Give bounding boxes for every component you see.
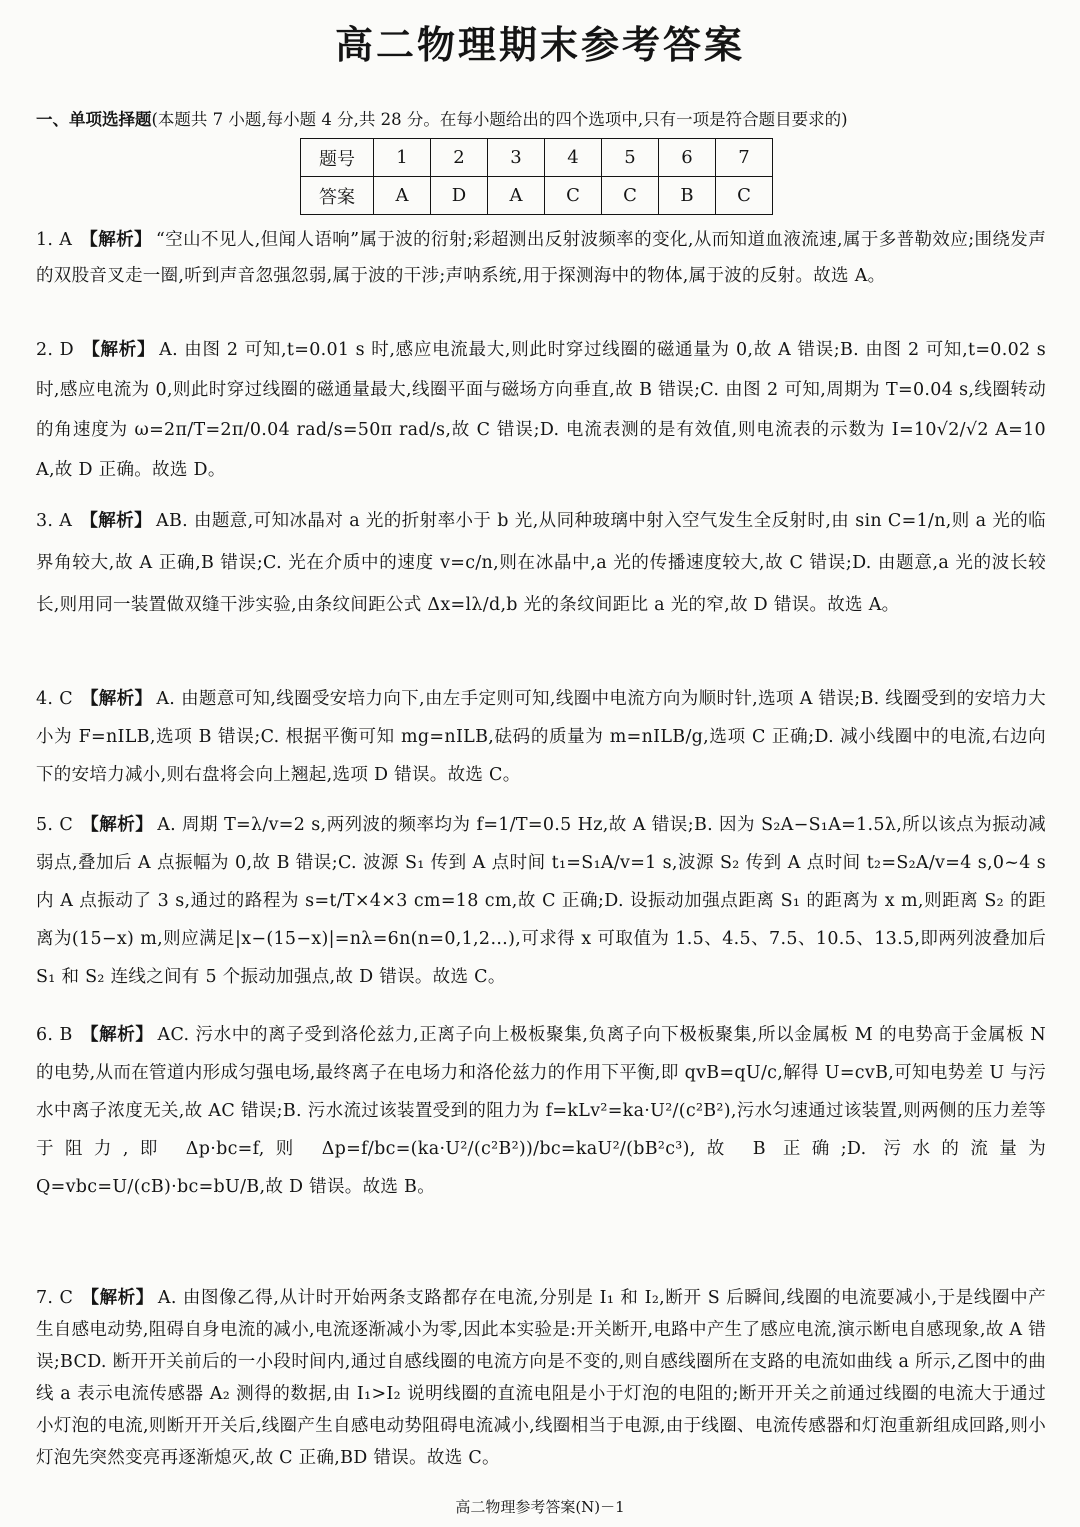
answer-table-number: 7 [716, 139, 773, 177]
question-explanation-2 [36, 330, 1046, 490]
question-number: 5. C [36, 815, 74, 835]
analysis-tag: 【解析】 [80, 511, 152, 531]
analysis-tag: 【解析】 [81, 340, 156, 360]
answer-table-number: 3 [488, 139, 545, 177]
question-number: 7. C [36, 1288, 74, 1308]
analysis-tag: 【解析】 [80, 230, 152, 250]
answer-table-answer-row [301, 177, 773, 215]
analysis-tag: 【解析】 [81, 1288, 154, 1308]
answer-table-answer: A [374, 177, 431, 215]
answer-table-answer: C [716, 177, 773, 215]
question-number: 6. B [36, 1025, 73, 1045]
question-explanation-text: AC. 污水中的离子受到洛伦兹力,正离子向上极板聚集,负离子向下极板聚集,所以金属板 M 的电势高于金属板 N 的电势,从而在管道内形成匀强电场,最终离子在电场力和洛伦兹力的作用下平衡,即 qvB=qU/c,解得 U=cvB,可知电势差 U 与污水中离子浓度无关,故 AC 错误;B. 污水流过该装置受到的阻力为 f=kLv²=ka·U²/(c²B²),污水匀速通过该装置,则两侧的压力差等于阻力,即 Δp·bc=f,则 Δp=f/bc=(ka·U²/(c²B²))/bc=kaU²/(bB²c³),故 B 正确;D. 污水的流量为 Q=vbc=U/(cB)·bc=bU/B,故 D 错误。故选 B。 [36, 1025, 1046, 1197]
answer-table-answer: B [659, 177, 716, 215]
section-heading-note: (本题共 7 小题,每小题 4 分,共 28 分。在每小题给出的四个选项中,只有一项是符合题目要求的) [151, 110, 848, 129]
page-footer: 高二物理参考答案(N)－1 [455, 1498, 625, 1516]
analysis-tag: 【解析】 [80, 1025, 154, 1045]
question-explanation-text: A. 由题意可知,线圈受安培力向下,由左手定则可知,线圈中电流方向为顺时针,选项 A 错误;B. 线圈受到的安培力大小为 F=nILB,选项 B 错误;C. 根据平衡可知 mg=nILB,砝码的质量为 m=nILB/g,选项 C 正确;D. 减小线圈中的电流,右边向下的安培力减小,则右盘将会向上翘起,选项 D 错误。故选 C。 [36, 689, 1046, 785]
answer-table-answer: A [488, 177, 545, 215]
question-explanation-3 [36, 500, 1046, 626]
answer-table-number: 1 [374, 139, 431, 177]
analysis-tag: 【解析】 [80, 689, 153, 709]
answer-table-row-label: 题号 [301, 139, 374, 177]
section-heading [36, 106, 848, 130]
answer-table-number: 6 [659, 139, 716, 177]
answer-table-answer: C [602, 177, 659, 215]
answer-table [300, 138, 773, 215]
section-heading-label: 一、单项选择题 [36, 110, 152, 129]
question-explanation-text: A. 周期 T=λ/v=2 s,两列波的频率均为 f=1/T=0.5 Hz,故 A 错误;B. 因为 S₂A−S₁A=1.5λ,所以该点为振动减弱点,叠加后 A 点振幅为 0,故 B 错误;C. 波源 S₁ 传到 A 点时间 t₁=S₁A/v=1 s,波源 S₂ 传到 A 点时间 t₂=S₂A/v=4 s,0~4 s 内 A 点振动了 3 s,通过的路程为 s=t/T×4×3 cm=18 cm,故 C 正确;D. 设振动加强点距离 S₁ 的距离为 x m,则距离 S₂ 的距离为(15−x) m,则应满足|x−(15−x)|=nλ=6n(n=0,1,2…),可求得 x 可取值为 1.5、4.5、7.5、10.5、13.5,即两列波叠加后 S₁ 和 S₂ 连线之间有 5 个振动加强点,故 D 错误。故选 C。 [36, 815, 1046, 987]
question-explanation-6 [36, 1016, 1046, 1206]
page-title: 高二物理期末参考答案 [334, 23, 745, 67]
question-number: 1. A [36, 230, 73, 250]
question-explanation-4 [36, 680, 1046, 794]
answer-table-answer: D [431, 177, 488, 215]
question-explanation-1 [36, 222, 1046, 294]
question-number: 3. A [36, 511, 73, 531]
answer-table-number-row [301, 139, 773, 177]
question-explanation-text: “空山不见人,但闻人语响”属于波的衍射;彩超测出反射波频率的变化,从而知道血液流速,属于多普勒效应;围绕发声的双股音叉走一圈,听到声音忽强忽弱,属于波的干涉;声呐系统,用于探测海中的物体,属于波的反射。故选 A。 [36, 230, 1046, 286]
question-explanation-text: A. 由图像乙得,从计时开始两条支路都存在电流,分别是 I₁ 和 I₂,断开 S 后瞬间,线圈的电流要减小,于是线圈中产生自感电动势,阻碍自身电流的减小,电流逐渐减小为零,因此本实验是:开关断开,电路中产生了感应电流,演示断电自感现象,故 A 错误;BCD. 断开开关前后的一小段时间内,通过自感线圈的电流方向是不变的,则自感线圈所在支路的电流如曲线 a 所示,乙图中的曲线 a 表示电流传感器 A₂ 测得的数据,由 I₁>I₂ 说明线圈的直流电阻是小于灯泡的电阻的;断开开关之前通过线圈的电流大于通过小灯泡的电流,则断开开关后,线圈产生自感电动势阻碍电流减小,线圈相当于电源,由于线圈、电流传感器和灯泡重新组成回路,则小灯泡先突然变亮再逐渐熄灭,故 C 正确,BD 错误。故选 C。 [36, 1288, 1046, 1468]
question-explanation-7 [36, 1282, 1046, 1474]
question-number: 4. C [36, 689, 73, 709]
analysis-tag: 【解析】 [81, 815, 154, 835]
question-number: 2. D [36, 340, 74, 360]
answer-table-answer: C [545, 177, 602, 215]
question-explanation-text: A. 由图 2 可知,t=0.01 s 时,感应电流最大,则此时穿过线圈的磁通量为 0,故 A 错误;B. 由图 2 可知,t=0.02 s 时,感应电流为 0,则此时穿过线圈的磁通量最大,线圈平面与磁场方向垂直,故 B 错误;C. 由图 2 可知,周期为 T=0.04 s,线圈转动的角速度为 ω=2π/T=2π/0.04 rad/s=50π rad/s,故 C 错误;D. 电流表测的是有效值,则电流表的示数为 I=10√2/√2 A=10 A,故 D 正确。故选 D。 [36, 340, 1046, 480]
answer-table-number: 2 [431, 139, 488, 177]
answer-table-row-label: 答案 [301, 177, 374, 215]
question-explanation-5 [36, 806, 1046, 996]
answer-table-number: 5 [602, 139, 659, 177]
question-explanation-text: AB. 由题意,可知冰晶对 a 光的折射率小于 b 光,从同种玻璃中射入空气发生全反射时,由 sin C=1/n,则 a 光的临界角较大,故 A 正确,B 错误;C. 光在介质中的速度 v=c/n,则在冰晶中,a 光的传播速度较大,故 C 错误;D. 由题意,a 光的波长较长,则用同一装置做双缝干涉实验,由条纹间距公式 Δx=lλ/d,b 光的条纹间距比 a 光的窄,故 D 错误。故选 A。 [36, 511, 1046, 615]
answer-table-number: 4 [545, 139, 602, 177]
